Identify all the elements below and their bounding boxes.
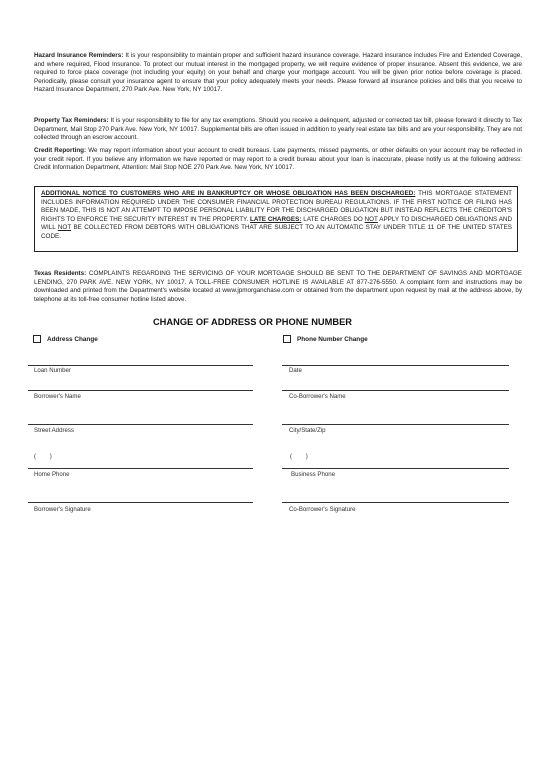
bankruptcy-notice-box <box>34 186 518 252</box>
texas-residents-text: COMPLAINTS REGARDING THE SERVICING OF YOUR MORTGAGE SHOULD BE SENT TO THE DEPARTMENT OF SAVINGS AND MORTGAGE LENDING, 270 PARK AVE. NEW YORK, NY 10017. A TOLL-FREE CONSUMER HOTLINE IS AVAILABLE AT 877-276-5550. <box>34 270 522 286</box>
late-charges-not-2: NOT <box>57 224 72 232</box>
hazard-insurance-heading: Hazard Insurance Reminders: <box>34 52 124 59</box>
texas-residents-paragraph <box>34 270 522 304</box>
business-phone-line[interactable] <box>282 468 509 469</box>
texas-residents-text-2: A complaint form and instructions may be downloaded and printed from the Department's website located at www.jpmorganchase.com or obtained from the department upon request by mail at the address above, by telephone at its toll-free consumer hotline listed above. <box>34 278 522 303</box>
late-charges-text-a: LATE CHARGES DO <box>301 215 365 223</box>
borrower-signature-line[interactable] <box>28 502 253 503</box>
borrower-name-line[interactable] <box>28 390 253 391</box>
hazard-insurance-paragraph <box>34 52 522 95</box>
credit-reporting-text: We may report information about your account to credit bureaus. Late payments, missed payments, or other defaults on your account may be reflected in your credit report. If you believe any information we have reported or may report to a credit bureau about your loan is inaccurate, please notify us at the following address: Credit Information Department, Attention: Mail Stop NOE 270 Park Ave. New York, NY 10017. <box>34 147 522 172</box>
late-charges-not-1: NOT <box>364 215 378 223</box>
business-phone-label: Business Phone <box>291 471 336 478</box>
late-charges-text-b: APPLY TO DISCHARGED OBLIGATIONS AND WILL <box>41 215 512 232</box>
borrower-name-label: Borrower's Name <box>34 393 81 400</box>
hazard-insurance-text: It is your responsibility to maintain proper and sufficient hazard insurance coverage. Hazard insurance includes Fire and Extended Coverage, and where required, Flood Insurance. To protect our mutual interest in the mortgaged property, we will require evidence of proper insurance. Absent this evidence, we are required to force place coverage (not including your equity) on your behalf and charge your mortgage account. You will be given prior notice before coverage is placed. Periodically, please consult your insurance agent to ensure that your policy adequately meets your needs. Please forward all insurance policies and bills that you receive to Hazard Insurance Department, 270 Park Ave. New York, NY 10017. <box>34 52 522 94</box>
late-charges-text-c: BE COLLECTED FROM DEBTORS WITH OBLIGATIONS THAT ARE SUBJECT TO AN AUTOMATIC STAY UNDER TITLE 11 OF THE UNITED STATES CODE. <box>41 224 512 240</box>
home-phone-line[interactable] <box>28 468 253 469</box>
late-charges-heading: LATE CHARGES: <box>250 215 302 223</box>
texas-residents-heading: Texas Residents: <box>34 270 87 277</box>
date-line[interactable] <box>282 365 509 366</box>
coborrower-name-line[interactable] <box>282 390 509 391</box>
loan-number-label: Loan Number <box>34 367 71 374</box>
home-phone-area-code: ( ) <box>34 453 52 460</box>
business-phone-area-code: ( ) <box>290 453 308 460</box>
bankruptcy-notice-heading: ADDITIONAL NOTICE TO CUSTOMERS WHO ARE IN BANKRUPTCY OR WHOSE OBLIGATION HAS BEEN DISCHARGED: <box>41 190 416 197</box>
property-tax-paragraph <box>34 117 522 143</box>
date-label: Date <box>289 367 302 374</box>
address-change-label: Address Change <box>47 336 98 343</box>
city-state-zip-label: City/State/Zip <box>289 427 326 434</box>
phone-number-change-label: Phone Number Change <box>297 336 368 343</box>
bankruptcy-notice-text: THIS MORTGAGE STATEMENT INCLUDES INFORMATION REQUIRED UNDER THE CONSUMER FINANCIAL PROTECTION BUREAU REGULATIONS. IF THE FIRST NOTICE OR FILING HAS BEEN MADE, THIS IS NOT AN ATTEMPT TO IMPOSE PERSONAL LIABILITY FOR THE DISCHARGED OBLIGATION BUT INSTEAD REFLECTS THE CREDITOR'S RIGHTS TO ENFORCE THE SECURITY INTEREST IN THE PROPERTY. <box>41 190 513 223</box>
phone-number-change-checkbox[interactable] <box>283 335 291 343</box>
street-address-label: Street Address <box>34 427 74 434</box>
loan-number-line[interactable] <box>28 365 253 366</box>
property-tax-text: It is your responsibility to file for any tax exemptions. Should you receive a delinquent, adjusted or corrected tax bill, please forward it directly to Tax Department, Mail Stop 270 Park Ave. New York, NY 10017. Supplemental bills are often issued in addition to yearly real estate tax bills and are your responsibility. They are not collected through an escrow account. <box>34 117 522 142</box>
coborrower-signature-line[interactable] <box>282 502 509 503</box>
city-state-zip-line[interactable] <box>282 424 509 425</box>
credit-reporting-heading: Credit Reporting: <box>34 147 87 154</box>
home-phone-label: Home Phone <box>34 471 70 478</box>
property-tax-heading: Property Tax Reminders: <box>34 117 109 124</box>
coborrower-signature-label: Co-Borrower's Signature <box>289 506 356 513</box>
change-of-address-title: CHANGE OF ADDRESS OR PHONE NUMBER <box>152 317 353 327</box>
address-change-checkbox[interactable] <box>33 335 41 343</box>
coborrower-name-label: Co-Borrower's Name <box>289 393 346 400</box>
borrower-signature-label: Borrower's Signature <box>34 506 91 513</box>
credit-reporting-paragraph <box>34 147 522 173</box>
street-address-line[interactable] <box>28 424 253 425</box>
